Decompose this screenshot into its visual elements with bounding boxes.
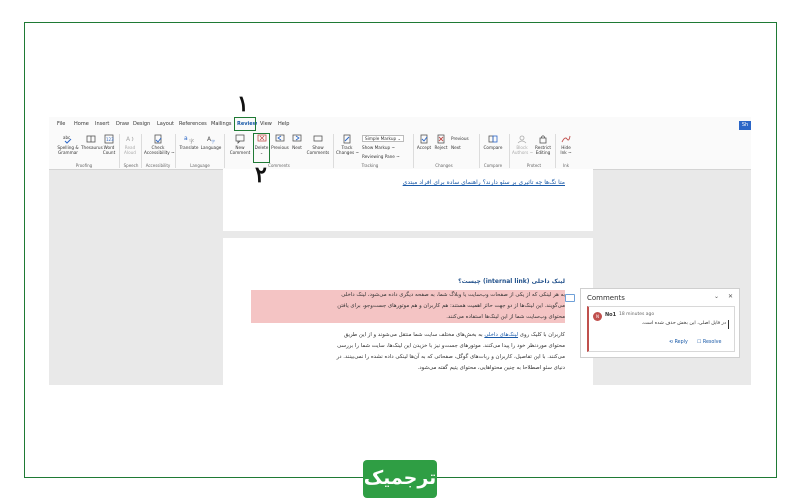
paragraph-text: به بخش‌های مختلف سایت شما منتقل می‌شوند و از این طریق (343, 332, 485, 338)
book-icon (86, 134, 96, 144)
highlighted-line: محتوای وب‌سایت شما از این لینک‌ها استفاده می‌کنند. (251, 312, 565, 323)
language-label: Language (200, 145, 222, 150)
avatar: N (593, 312, 602, 321)
reviewing-pane-dropdown[interactable]: Reviewing Pane ~ (362, 154, 400, 159)
group-ink: Ink (562, 163, 570, 168)
next-comment-button[interactable] (289, 134, 305, 150)
comment-author: No1 (605, 312, 617, 318)
paragraph-text: کاربران با کلیک روی (518, 332, 565, 338)
previous-change-button[interactable]: Previous (451, 136, 469, 141)
read-aloud-button[interactable] (122, 134, 138, 155)
close-icon[interactable]: ✕ (728, 293, 734, 300)
menu-draw[interactable]: Draw (116, 121, 130, 127)
comments-pane-title: Comments (587, 294, 625, 302)
group-accessibility: Accessibility (145, 163, 171, 168)
hide-ink-button[interactable] (558, 134, 574, 155)
reply-icon: ⟲ (669, 340, 674, 345)
group-compare: Compare (483, 163, 503, 168)
svg-text:A: A (126, 136, 131, 143)
next-change-button[interactable]: Next (451, 145, 461, 150)
separator (224, 134, 225, 168)
group-protect: Protect (526, 163, 542, 168)
svg-text:123: 123 (106, 137, 114, 142)
paragraph-line: دنیای سئو اصطلاحا به چنین محتواهایی، محتوای یتیم گفته می‌شود. (417, 365, 565, 371)
internal-link[interactable]: لینک‌های داخلی (484, 332, 519, 338)
comment-card[interactable] (587, 306, 735, 352)
show-comments-button[interactable] (306, 134, 330, 155)
spelling-icon (63, 134, 73, 144)
resolve-label: Resolve (702, 340, 722, 345)
chevron-down-icon: ⌄ (259, 150, 264, 155)
menu-help[interactable]: Help (278, 121, 290, 127)
thesaurus-label: Thesaurus (81, 145, 103, 150)
track-changes-button[interactable] (336, 134, 358, 155)
compare-button[interactable] (482, 134, 504, 150)
group-comments: Comments (268, 163, 290, 168)
show-markup-dropdown[interactable]: Show Markup ~ (362, 145, 395, 150)
spelling-label: Spelling & Grammar (57, 145, 79, 155)
group-language: Language (190, 163, 210, 168)
chevron-down-icon[interactable]: ⌄ (714, 293, 720, 300)
reply-button[interactable] (669, 340, 688, 345)
resolve-button[interactable] (697, 340, 721, 345)
reject-label: Reject (434, 145, 448, 150)
menu-layout[interactable]: Layout (157, 121, 174, 127)
menu-review[interactable]: Review (237, 121, 258, 127)
text-cursor (728, 320, 729, 329)
svg-text:A: A (207, 136, 212, 143)
next-comment-icon (292, 134, 302, 144)
menu-design[interactable]: Design (133, 121, 151, 127)
restrict-editing-button[interactable] (533, 134, 553, 155)
section-heading: لینک داخلی (internal link) چیست؟ (458, 278, 565, 285)
spelling-grammar-button[interactable] (55, 134, 81, 155)
word-count-icon (104, 134, 114, 144)
previous-comment-icon (275, 134, 285, 144)
menu-bar (49, 117, 751, 131)
new-comment-button[interactable] (229, 134, 251, 155)
accessibility-icon (153, 134, 163, 144)
resolve-icon: ☐ (697, 340, 702, 345)
track-changes-label: Track Changes ~ (336, 145, 360, 155)
previous-comment-button[interactable] (271, 134, 289, 150)
menu-view[interactable]: View (260, 121, 272, 127)
accept-icon (419, 134, 429, 144)
svg-text:字: 字 (211, 139, 215, 144)
delete-highlight (253, 133, 270, 163)
menu-mailings[interactable]: Mailings (211, 121, 232, 127)
menu-home[interactable]: Home (74, 121, 89, 127)
separator (175, 134, 176, 168)
block-authors-button[interactable] (512, 134, 532, 155)
comment-time: 18 minutes ago (619, 312, 655, 317)
read-aloud-label: Read Aloud (124, 145, 136, 155)
group-proofing: Proofing (75, 163, 93, 168)
restrict-editing-label: Restrict Editing (535, 145, 551, 155)
internal-link[interactable]: متا تگ‌ها چه تاثیری بر سئو دارند؟ راهنمای ساده برای افراد مبتدی (402, 179, 565, 186)
hide-ink-label: Hide Ink ~ (560, 145, 572, 155)
share-button[interactable]: Sh (739, 121, 751, 130)
separator (509, 134, 510, 168)
svg-text:字: 字 (189, 139, 194, 144)
track-changes-icon (342, 134, 352, 144)
reply-label: Reply (674, 340, 688, 345)
comments-pane (580, 288, 740, 358)
highlighted-paragraph[interactable] (251, 290, 565, 323)
highlighted-line: می‌گویند. این لینک‌ها از دو جهت حائز اهمیت هستند: هم کاربران و هم موتورهای جست‌وجو، برای یافتن (251, 301, 565, 312)
block-authors-label: Block Authors ~ (512, 145, 534, 155)
translate-icon (184, 134, 194, 144)
block-authors-icon (517, 134, 527, 144)
ink-icon (561, 134, 571, 144)
previous-label: Previous (271, 145, 289, 150)
separator (555, 134, 556, 168)
brand-logo: ترجمیک (363, 460, 437, 498)
menu-references[interactable]: References (179, 121, 207, 127)
svg-text:abc: abc (63, 135, 71, 140)
menu-insert[interactable]: Insert (95, 121, 110, 127)
document-page (223, 238, 593, 385)
comment-marker-icon[interactable] (565, 294, 575, 302)
translate-label: Translate (179, 145, 199, 150)
delete-label: Delete (254, 145, 269, 150)
compare-icon (488, 134, 498, 144)
word-count-button[interactable] (101, 134, 117, 155)
markup-select[interactable]: Simple Markup ⌄ (362, 135, 404, 142)
review-ribbon (49, 131, 751, 170)
read-aloud-icon (125, 134, 135, 144)
comment-text[interactable]: در فایل اصلی، این بخش حذف شده است. (641, 321, 726, 326)
show-comments-label: Show Comments (306, 145, 330, 155)
reject-button[interactable] (433, 134, 449, 150)
reject-icon (436, 134, 446, 144)
paragraph-line: محتوای موردنظر خود را پیدا می‌کنند. موتورهای جست‌و نیز با خزیدن این لینک‌ها، سایت شما را بررسی (337, 343, 565, 349)
group-speech: Speech (123, 163, 139, 168)
thesaurus-button[interactable] (81, 134, 101, 150)
review-tab-highlight (234, 117, 256, 131)
word-count-label: Word Count (102, 145, 116, 155)
show-comments-icon (313, 134, 323, 144)
next-label: Next (292, 145, 302, 150)
group-changes: Changes (435, 163, 453, 168)
lock-icon (538, 134, 548, 144)
new-comment-label: New Comment (229, 145, 251, 155)
new-comment-icon (235, 134, 245, 144)
body-paragraph (251, 330, 565, 374)
paragraph-line: می‌کنند. با این تفاصیل، کاربران و ربات‌های گوگل، صفحاتی که به آن‌ها لینکی داده نشده را نمی‌بینند. در (336, 354, 565, 360)
separator (333, 134, 334, 168)
accept-button[interactable] (416, 134, 432, 150)
annotation-number-2: ۲ (255, 162, 267, 188)
annotation-number-1: ۱ (237, 91, 249, 117)
check-accessibility-button[interactable] (144, 134, 175, 155)
compare-label: Compare (483, 145, 503, 150)
word-window (49, 117, 751, 385)
group-tracking: Tracking (361, 163, 379, 168)
translate-button[interactable] (178, 134, 200, 150)
svg-text:a: a (184, 135, 188, 142)
separator (141, 134, 142, 168)
language-icon (206, 134, 216, 144)
separator (413, 134, 414, 168)
document-page (223, 169, 593, 231)
separator (119, 134, 120, 168)
menu-file[interactable]: File (57, 121, 66, 127)
check-accessibility-label: Check Accessibility ~ (144, 145, 175, 155)
accept-label: Accept (416, 145, 432, 150)
markup-select-value: Simple Markup (365, 136, 397, 141)
language-button[interactable] (200, 134, 222, 150)
paragraph-line (251, 330, 565, 341)
highlighted-line: به هر لینکی که از یکی از صفحات وب‌سایت یا وبلاگ شما، به صفحه دیگری داده می‌شود، لینک داخلی (251, 290, 565, 301)
